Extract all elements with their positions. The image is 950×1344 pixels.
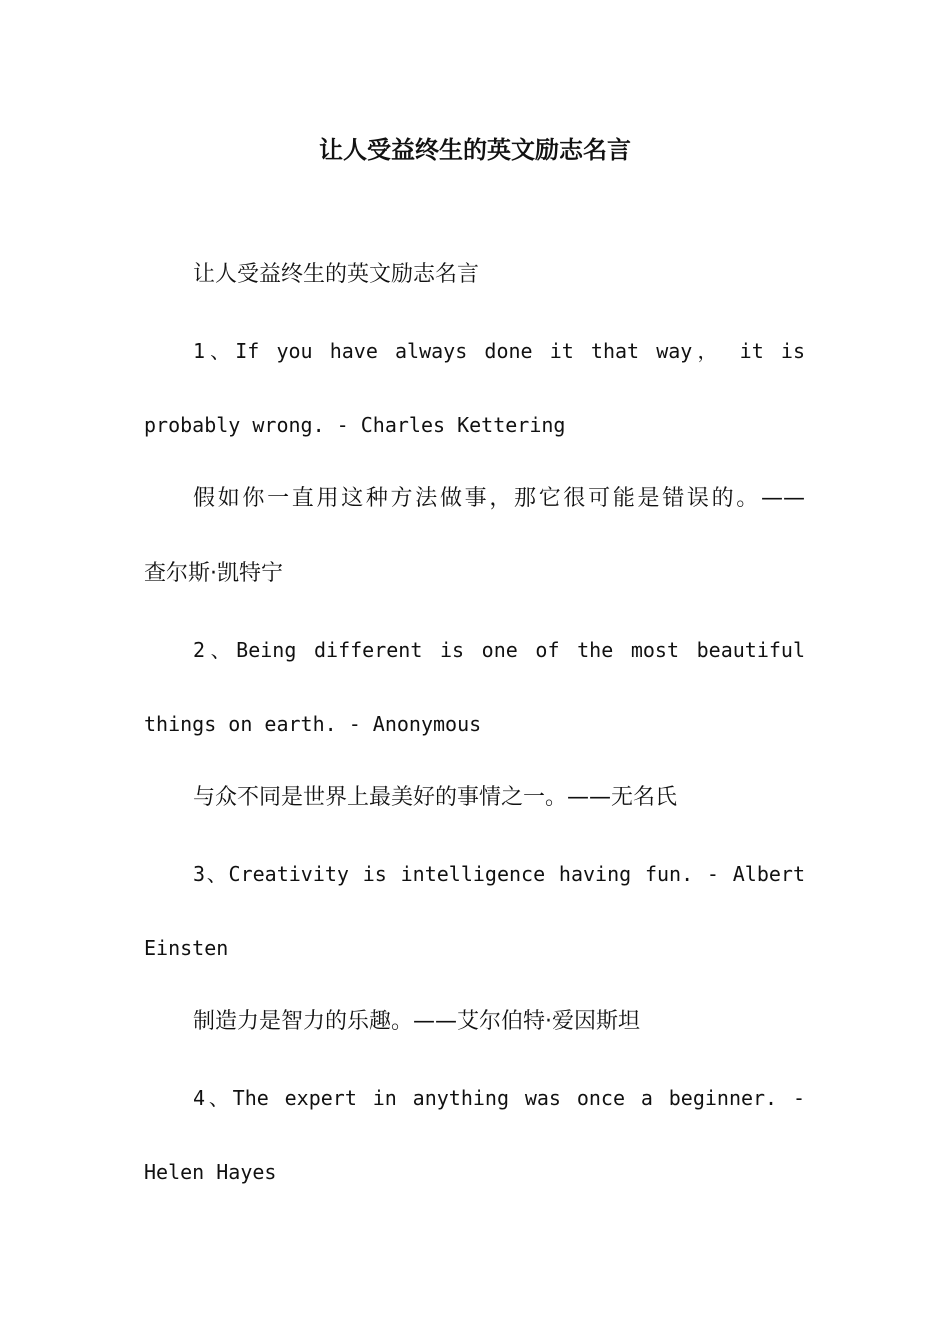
quote-4-english-line-1: 4、The expert in anything was once a beginner. - — [193, 1086, 805, 1110]
quote-1-chinese-line-2: 查尔斯·凯特宁 — [144, 561, 283, 586]
quote-1-chinese-line-1: 假如你一直用这种方法做事，那它很可能是错误的。—— — [193, 486, 805, 511]
intro-heading: 让人受益终生的英文励志名言 — [193, 262, 480, 287]
quote-3-english-line-1: 3、Creativity is intelligence having fun. - Albert — [193, 862, 805, 886]
quote-1-english-line-1: 1、If you have always done it that way， it is — [193, 339, 805, 363]
document-title: 让人受益终生的英文励志名言 — [319, 136, 631, 164]
quote-4-english-line-2: Helen Hayes — [144, 1160, 277, 1184]
quote-2-chinese-line-1: 与众不同是世界上最美好的事情之一。——无名氏 — [193, 785, 678, 810]
quote-2-english-line-2: things on earth. - Anonymous — [144, 712, 482, 736]
quote-3-english-line-2: Einsten — [144, 936, 229, 960]
quote-3-chinese-line-1: 制造力是智力的乐趣。——艾尔伯特·爱因斯坦 — [193, 1009, 640, 1034]
quote-1-english-line-2: probably wrong. - Charles Kettering — [144, 413, 566, 437]
quote-2-english-line-1: 2、Being different is one of the most beautiful — [193, 638, 805, 662]
